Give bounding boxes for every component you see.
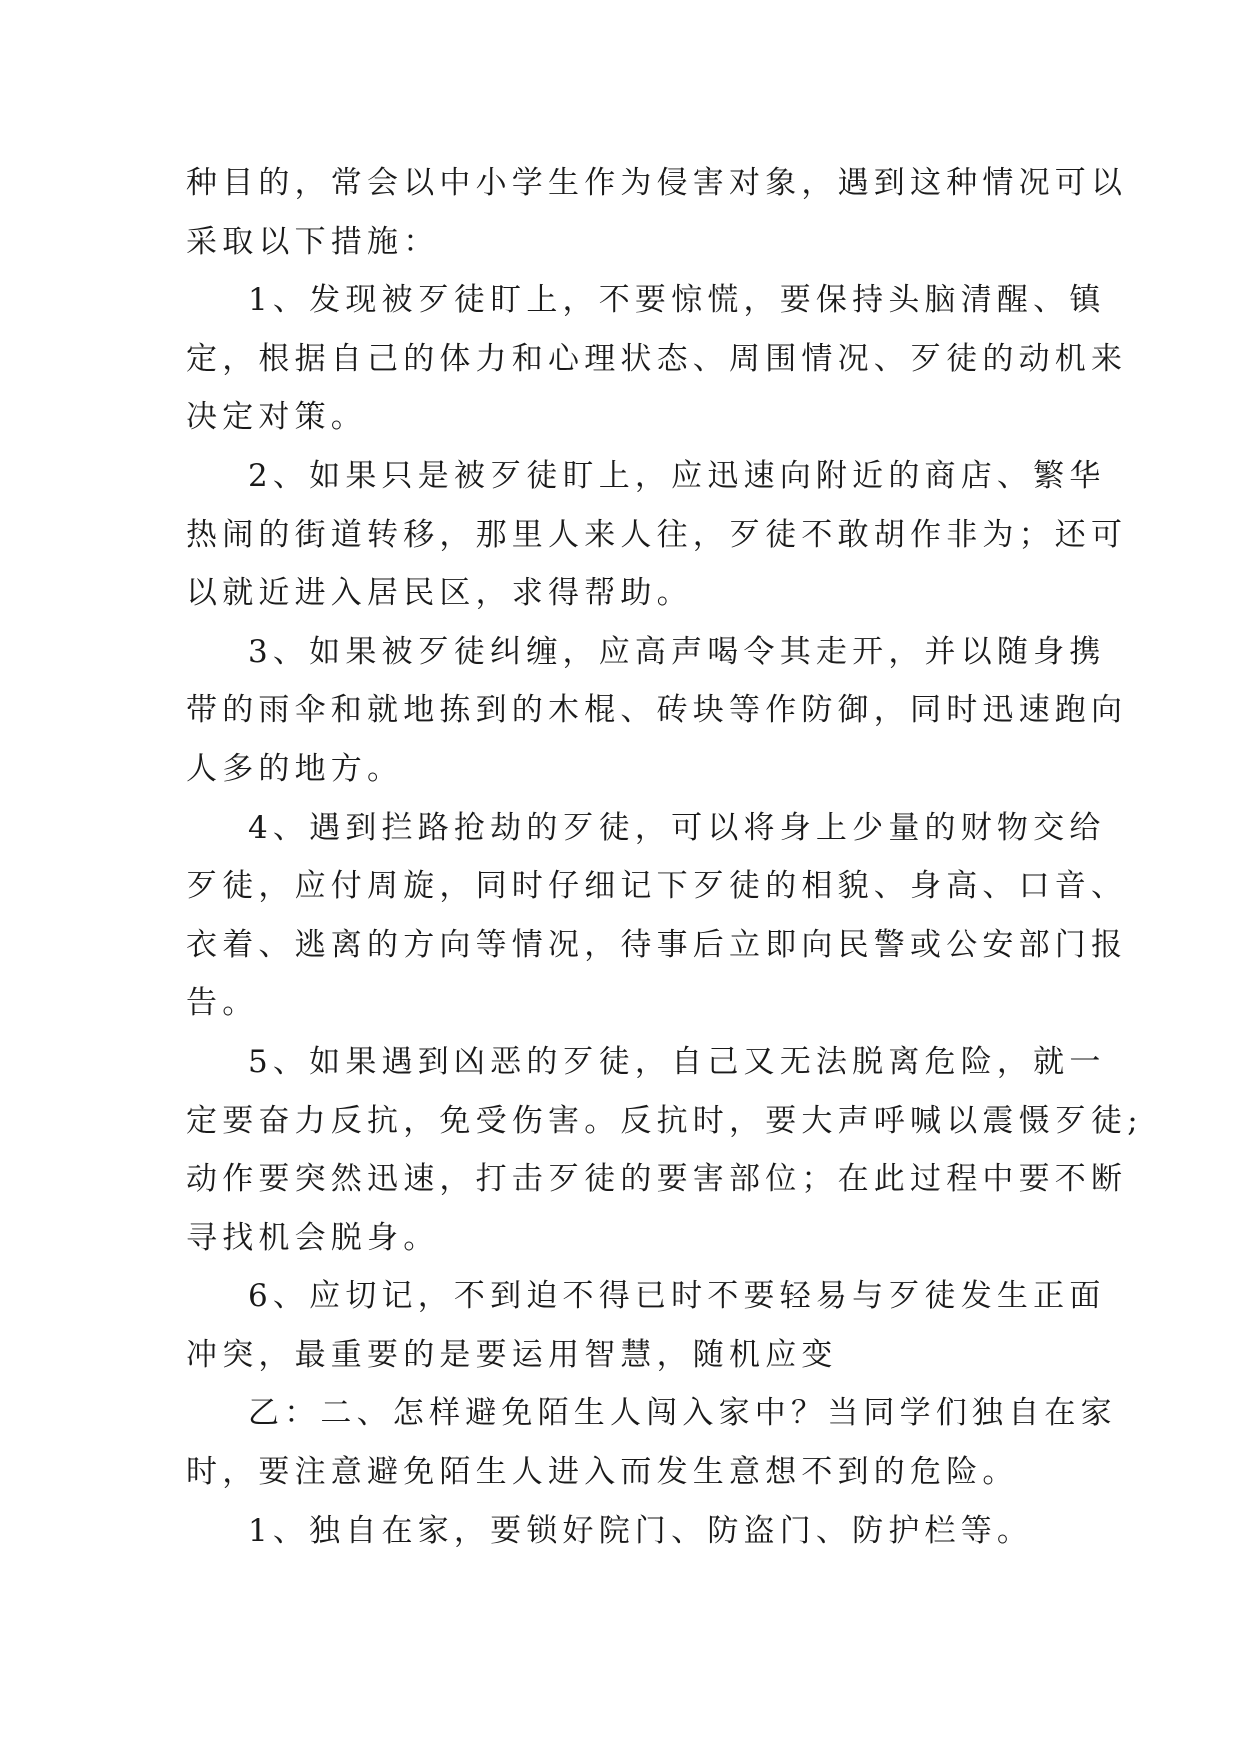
text-line: 告。 [186,985,259,1022]
paragraph-start-line: 4、遇到拦路抢劫的歹徒，可以将身上少量的财物交给 [248,809,1106,846]
paragraph-start-line: 1、独自在家，要锁好院门、防盗门、防护栏等。 [248,1512,1034,1549]
text-line: 衣着、逃离的方向等情况，待事后立即向民警或公安部门报 [186,926,1128,963]
text-line: 冲突，最重要的是要运用智慧，随机应变 [186,1336,838,1373]
paragraph-start-line: 乙：二、怎样避免陌生人闯入家中？当同学们独自在家 [248,1395,1117,1432]
text-line: 决定对策。 [186,399,367,436]
paragraph-start-line: 2、如果只是被歹徒盯上，应迅速向附近的商店、繁华 [248,457,1106,494]
text-line: 热闹的街道转移，那里人来人往，歹徒不敢胡作非为；还可 [186,516,1128,553]
text-line: 歹徒，应付周旋，同时仔细记下歹徒的相貌、身高、口音、 [186,868,1128,905]
text-line: 人多的地方。 [186,750,404,787]
document-body [186,154,1143,1560]
text-line: 种目的，常会以中小学生作为侵害对象，遇到这种情况可以 [186,165,1128,201]
paragraph-start-line: 5、如果遇到凶恶的歹徒，自己又无法脱离危险，就一 [248,1043,1106,1080]
text-line: 以就近进入居民区，求得帮助。 [186,575,693,612]
text-line: 带的雨伞和就地拣到的木棍、砖块等作防御，同时迅速跑向 [186,692,1128,729]
text-line: 寻找机会脱身。 [186,1219,440,1256]
text-line: 时，要注意避免陌生人进入而发生意想不到的危险。 [186,1454,1019,1491]
paragraph-start-line: 3、如果被歹徒纠缠，应高声喝令其走开，并以随身携 [248,633,1106,670]
text-line: 定，根据自己的体力和心理状态、周围情况、歹徒的动机来 [186,340,1128,377]
text-line: 定要奋力反抗，免受伤害。反抗时，要大声呼喊以震慑歹徒; [186,1102,1143,1139]
text-line: 采取以下措施： [186,223,440,260]
paragraph-start-line: 6、应切记，不到迫不得已时不要轻易与歹徒发生正面 [248,1278,1106,1315]
text-line: 动作要突然迅速，打击歹徒的要害部位；在此过程中要不断 [186,1161,1128,1198]
paragraph-start-line: 1、发现被歹徒盯上，不要惊慌，要保持头脑清醒、镇 [248,282,1106,319]
